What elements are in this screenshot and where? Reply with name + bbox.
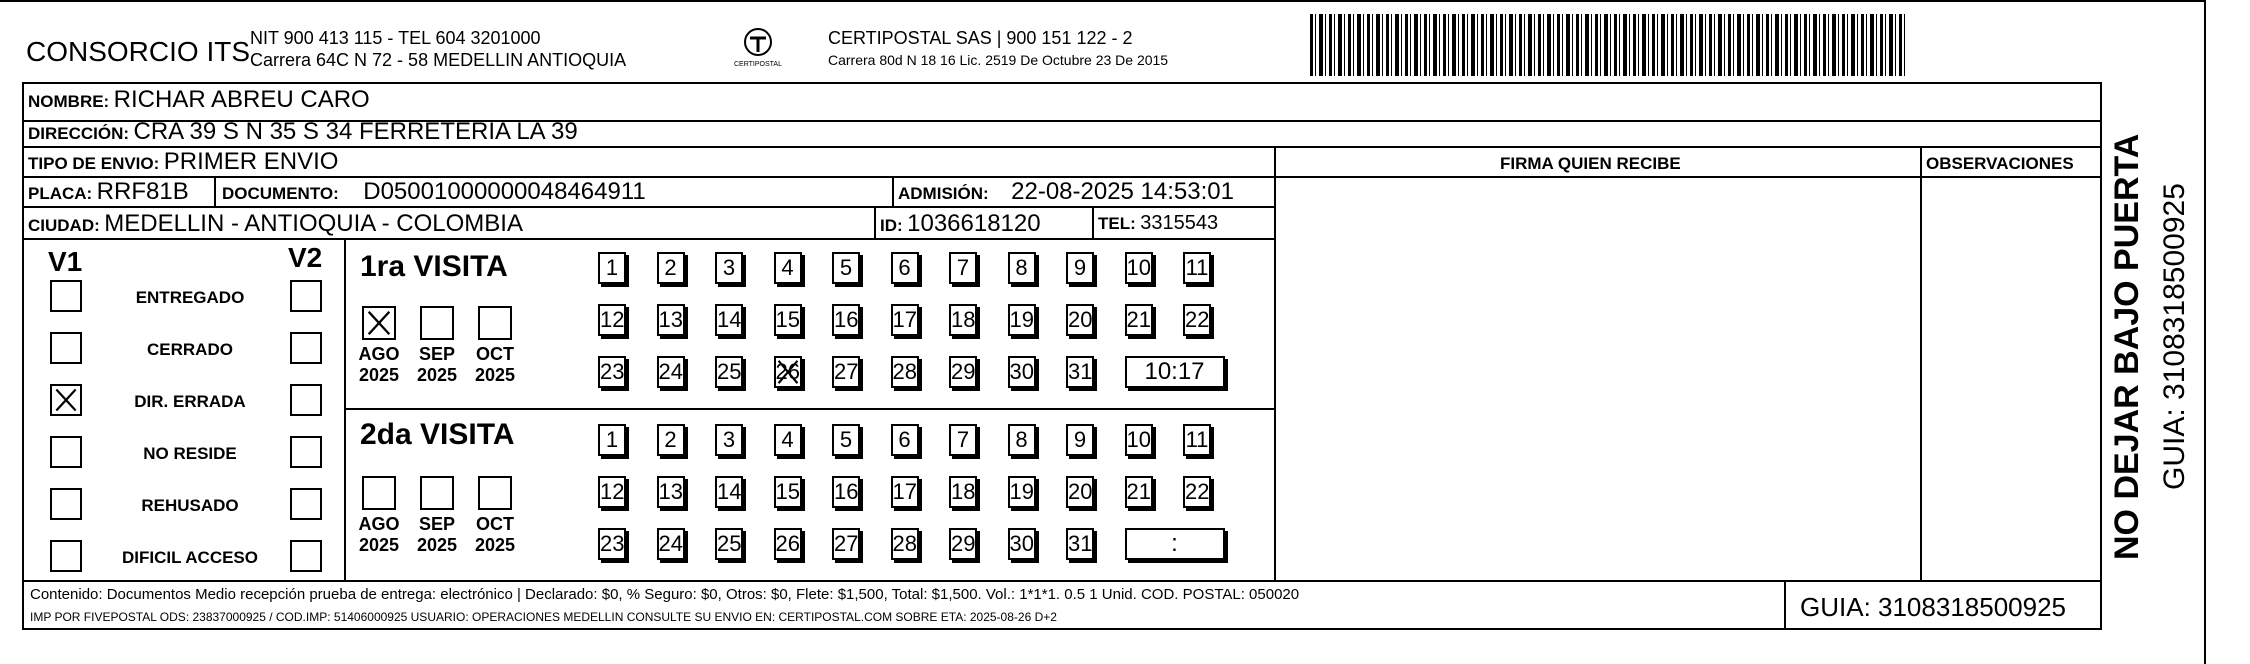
day-box[interactable]: 20 [1066,476,1094,508]
day-box[interactable]: 22 [1183,476,1211,508]
v2-checkbox[interactable] [290,488,322,520]
id-value: 1036618120 [907,210,1041,237]
month-year: 2025 [416,535,458,555]
tel-label: TEL: [1098,214,1136,233]
type-label: TIPO DE ENVIO: [28,154,160,173]
day-box[interactable]: 4 [774,252,802,284]
row-rule-4 [22,206,1276,208]
id-row [880,210,1041,238]
day-box[interactable]: 31 [1066,528,1094,560]
day-box[interactable]: 1 [598,252,626,284]
address-value: CRA 39 S N 35 S 34 FERRETERIA LA 39 [133,118,578,145]
v1-checkbox[interactable] [50,332,82,364]
day-box[interactable]: 22 [1183,304,1211,336]
day-box[interactable]: 21 [1125,304,1153,336]
day-box[interactable]: 24 [657,356,685,388]
day-box[interactable]: 7 [949,424,977,456]
day-box[interactable]: 13 [657,476,685,508]
col-rule-admission [892,176,894,206]
city-value: MEDELLIN - ANTIOQUIA - COLOMBIA [104,210,523,237]
document-row [222,178,646,206]
side-warning: NO DEJAR BAJO PUERTA [2108,133,2146,560]
row-rule-5 [22,238,1276,240]
day-box[interactable]: 20 [1066,304,1094,336]
day-box[interactable]: 21 [1125,476,1153,508]
month-checkbox[interactable] [362,476,396,510]
v2-checkbox[interactable] [290,384,322,416]
v2-checkbox[interactable] [290,540,322,572]
admission-label: ADMISIÓN: [898,184,989,203]
status-option-label: REHUSADO [141,496,239,515]
v1-header: V1 [48,246,83,277]
name-label: NOMBRE: [28,92,110,111]
month-checkbox[interactable] [478,476,512,510]
type-row [28,148,338,176]
city-row [28,210,523,238]
day-box[interactable]: 17 [891,476,919,508]
day-box[interactable]: 5 [832,252,860,284]
day-box[interactable]: 10 [1125,424,1153,456]
side-guia: GUIA: 3108318500925 [2158,183,2191,490]
footer-print-info: IMP POR FIVEPOSTAL ODS: 23837000925 / COD.IMP: 51406000925 USUARIO: OPERACIONES MEDELLIN CONSULTE SU ENVIO EN: CERTIPOSTAL.COM SOBRE ETA: 2025-08-26 D+2 [30,610,1057,624]
day-box[interactable]: 31 [1066,356,1094,388]
day-box[interactable]: 29 [949,528,977,560]
day-box[interactable]: 28 [891,528,919,560]
admission-value: 22-08-2025 14:53:01 [1011,178,1234,205]
month-checkbox[interactable] [478,306,512,340]
day-box[interactable]: 15 [774,304,802,336]
day-box[interactable]: 1 [598,424,626,456]
day-box[interactable]: 14 [715,304,743,336]
day-box[interactable]: 8 [1008,424,1036,456]
day-box[interactable]: 27 [832,528,860,560]
month-label: SEP [418,514,456,534]
day-box[interactable]: 30 [1008,528,1036,560]
month-checkbox[interactable] [420,476,454,510]
company-address: Carrera 64C N 72 - 58 MEDELLIN ANTIOQUIA [250,50,627,70]
day-box[interactable]: 5 [832,424,860,456]
certipostal-logo [728,26,788,72]
col-rule-observations [1920,146,1922,580]
status-option-label: DIFICIL ACCESO [121,548,258,567]
day-box[interactable]: 9 [1066,252,1094,284]
month-label: OCT [476,514,514,534]
carrier-address: Carrera 80d N 18 16 Lic. 2519 De Octubre 23 De 2015 [828,52,1169,68]
name-row [28,86,370,114]
col-rule-tel [1092,206,1094,238]
time-box[interactable]: 10:17 [1125,356,1225,388]
month-year: 2025 [358,535,400,555]
v1-checkbox[interactable] [50,436,82,468]
status-option-label: DIR. ERRADA [134,392,246,411]
company-name: CONSORCIO ITS [26,36,251,67]
day-box[interactable]: 14 [715,476,743,508]
col-rule-footer-guia [1784,580,1786,630]
address-row [28,118,578,146]
day-box[interactable]: 6 [891,424,919,456]
day-box[interactable]: 19 [1008,476,1036,508]
signature-header: FIRMA QUIEN RECIBE [1500,154,1681,173]
v1-checkbox[interactable] [50,280,82,312]
month-year: 2025 [474,535,516,555]
day-box[interactable]: 3 [715,252,743,284]
status-option-label: CERRADO [147,340,233,359]
tel-row [1098,212,1218,235]
row-rule-visit-split [344,408,1274,410]
first-visit-title: 1ra VISITA [360,250,508,283]
document-value: D05001000000048464911 [363,178,646,205]
month-year: 2025 [358,365,400,385]
name-value: RICHAR ABREU CARO [113,86,370,113]
outer-top-border [0,0,2206,2]
document-label: DOCUMENTO: [222,184,339,203]
day-box[interactable]: 3 [715,424,743,456]
day-box[interactable]: 23 [598,356,626,388]
address-label: DIRECCIÓN: [28,124,130,143]
plate-label: PLACA: [28,184,93,203]
day-box[interactable]: 25 [715,356,743,388]
v2-checkbox[interactable] [290,436,322,468]
plate-value: RRF81B [96,178,189,205]
day-box[interactable]: 10 [1125,252,1153,284]
day-box[interactable]: 15 [774,476,802,508]
barcode [1310,14,1906,76]
day-box[interactable]: 12 [598,304,626,336]
day-box[interactable]: 9 [1066,424,1094,456]
day-box[interactable]: 19 [1008,304,1036,336]
day-box[interactable]: 2 [657,252,685,284]
logo-text: CERTIPOSTAL [734,61,782,68]
day-box[interactable]: 26 [774,356,802,388]
day-box[interactable]: 27 [832,356,860,388]
day-box[interactable]: 18 [949,476,977,508]
plate-row [28,178,189,206]
tel-value: 3315543 [1140,212,1219,234]
status-option-label: NO RESIDE [143,444,237,463]
v2-checkbox[interactable] [290,280,322,312]
v2-header: V2 [288,242,323,273]
v2-checkbox[interactable] [290,332,322,364]
id-label: ID: [880,216,903,235]
day-box[interactable]: 11 [1183,424,1211,456]
row-rule-footer [22,580,2102,582]
day-box[interactable]: 18 [949,304,977,336]
day-box[interactable]: 29 [949,356,977,388]
day-box[interactable]: 7 [949,252,977,284]
day-box[interactable]: 24 [657,528,685,560]
month-label: AGO [358,344,400,364]
day-box[interactable]: 2 [657,424,685,456]
status-option-label: ENTREGADO [135,288,245,307]
type-value: PRIMER ENVIO [163,148,339,175]
footer-contents: Contenido: Documentos Medio recepción prueba de entrega: electrónico | Declarado: $0, % Seguro: $0, Otros: $0, Flete: $1,500, Total: $1,500. Vol.: 1*1*1. 0.5 1 Unid. COD. POSTAL: 050020 [30,586,1300,603]
day-box[interactable]: 17 [891,304,919,336]
day-box[interactable]: 16 [832,476,860,508]
day-box[interactable]: 25 [715,528,743,560]
carrier-name: CERTIPOSTAL SAS | 900 151 122 - 2 [828,28,1133,48]
month-year: 2025 [416,365,458,385]
day-box[interactable]: 23 [598,528,626,560]
city-label: CIUDAD: [28,216,100,235]
time-box[interactable]: : [1125,528,1225,560]
month-checkbox[interactable] [362,306,396,340]
day-box[interactable]: 26 [774,528,802,560]
admission-row [898,178,1234,206]
observations-header: OBSERVACIONES [1926,154,2074,173]
day-box[interactable]: 30 [1008,356,1036,388]
col-rule-id [874,206,876,238]
outer-right-border [2204,0,2206,664]
day-box[interactable]: 13 [657,304,685,336]
col-rule-signature [1274,146,1276,580]
day-box[interactable]: 28 [891,356,919,388]
month-label: OCT [476,344,514,364]
v1-checkbox[interactable] [50,540,82,572]
day-box[interactable]: 16 [832,304,860,336]
footer-guia: GUIA: 3108318500925 [1800,592,2066,622]
month-label: SEP [418,344,456,364]
month-label: AGO [358,514,400,534]
day-box[interactable]: 8 [1008,252,1036,284]
day-box[interactable]: 6 [891,252,919,284]
day-box[interactable]: 12 [598,476,626,508]
company-nit: NIT 900 413 115 - TEL 604 3201000 [250,28,541,48]
col-rule-plate [214,176,216,206]
day-box[interactable]: 11 [1183,252,1211,284]
second-visit-title: 2da VISITA [360,418,515,451]
v1-checkbox[interactable] [50,488,82,520]
v1-checkbox[interactable] [50,384,82,416]
month-year: 2025 [474,365,516,385]
day-box[interactable]: 4 [774,424,802,456]
month-checkbox[interactable] [420,306,454,340]
